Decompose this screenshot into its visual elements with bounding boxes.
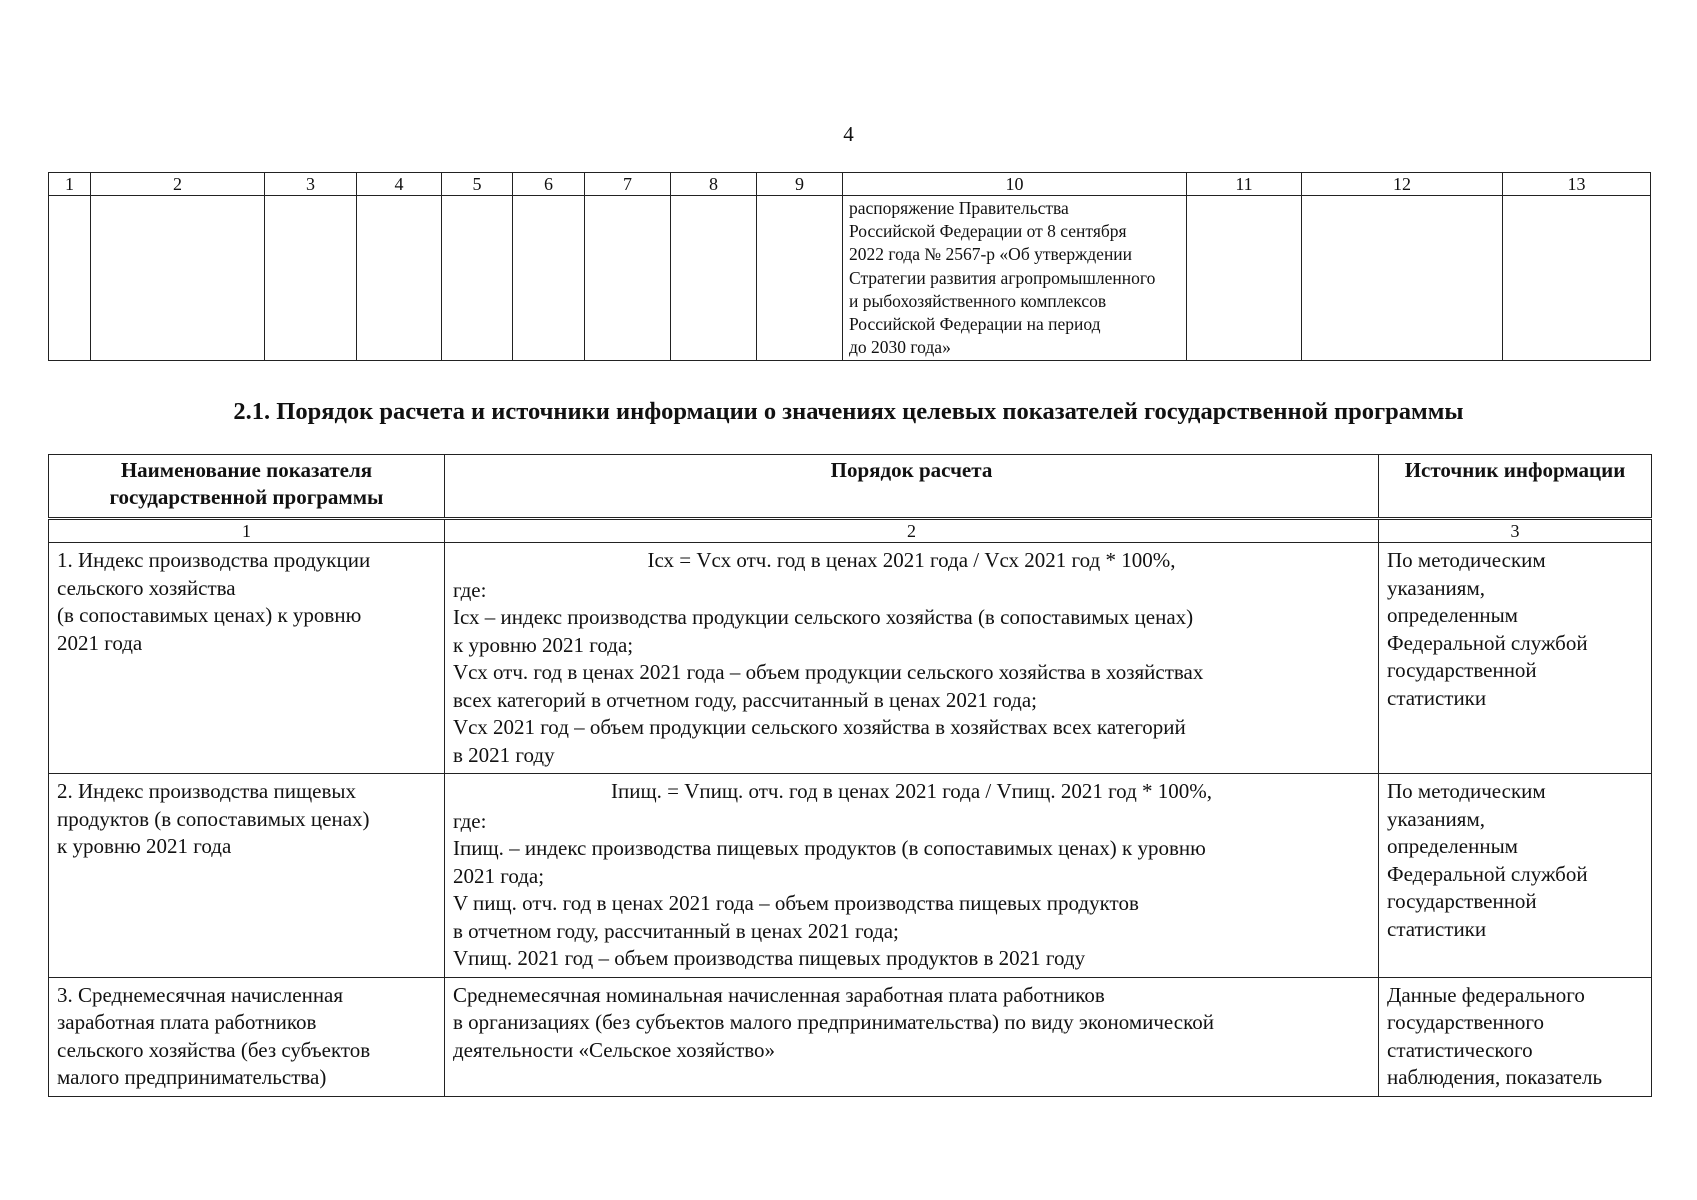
column-number: 6	[513, 173, 585, 196]
text-line: По методическим	[1387, 779, 1546, 803]
column-number: 10	[843, 173, 1187, 196]
text-line: сельского хозяйства	[57, 575, 236, 600]
column-number: 3	[265, 173, 357, 196]
cell-col-12	[1302, 196, 1503, 361]
text-line: Российской Федерации на период	[849, 314, 1101, 335]
text-line: государственной	[1387, 889, 1537, 913]
cell-col-11	[1187, 196, 1302, 361]
column-number: 2	[91, 173, 265, 196]
text-line: к уровню 2021 года	[57, 834, 232, 858]
table-row	[49, 543, 1652, 774]
text-line: 3. Среднемесячная начисленная	[57, 982, 344, 1007]
page-number: 4	[843, 122, 854, 146]
text-line: Федеральной службой	[1387, 861, 1588, 886]
column-number: 4	[357, 173, 442, 196]
text-line: Федеральной службой	[1387, 630, 1588, 655]
text-line: определенным	[1387, 834, 1518, 858]
column-number: 13	[1503, 173, 1651, 196]
header-row	[49, 455, 1652, 519]
column-number: 1	[49, 173, 91, 196]
text-line: (в сопоставимых ценах) к уровню	[57, 603, 362, 627]
text-line: всех категорий в отчетном году, рассчитанный в ценах 2021 года;	[453, 687, 1037, 712]
cell-col-8	[671, 196, 757, 361]
text-line: 2022 года № 2567-р «Об утверждении	[849, 244, 1133, 265]
cell-col-5	[442, 196, 513, 361]
header-name-line: государственной программы	[109, 485, 384, 509]
text-line: где:	[453, 808, 487, 833]
column-number: 2	[445, 519, 1379, 543]
text-line: продуктов (в сопоставимых ценах)	[57, 806, 370, 831]
calculation-cell	[445, 774, 1379, 978]
text-line: Vпищ. 2021 год – объем производства пищевых продуктов в 2021 году	[453, 946, 1086, 970]
source-cell	[1379, 977, 1652, 1096]
calculation-cell	[445, 977, 1379, 1096]
text-line: определенным	[1387, 603, 1518, 627]
column-number: 12	[1302, 173, 1503, 196]
cell-col-3	[265, 196, 357, 361]
text-line: 2. Индекс производства пищевых	[57, 779, 356, 803]
header-indicator-name	[49, 455, 445, 519]
text-line: деятельности «Сельское хозяйство»	[453, 1037, 776, 1062]
text-line: 2021 года;	[453, 863, 545, 888]
column-number: 3	[1379, 519, 1652, 543]
column-number: 8	[671, 173, 757, 196]
legal-basis-cell	[843, 196, 1187, 361]
text-line: государственной	[1387, 658, 1537, 682]
indicator-name-cell	[49, 977, 445, 1096]
text-line: в 2021 году	[453, 742, 555, 767]
header-name-line: Наименование показателя	[120, 458, 373, 482]
column-number: 7	[585, 173, 671, 196]
formula: Iсх = Vсх отч. год в ценах 2021 года / Vсх 2021 год * 100%,	[647, 548, 1176, 572]
text-line: Стратегии развития агропромышленного	[849, 267, 1156, 288]
table-row	[49, 774, 1652, 978]
column-number: 1	[49, 519, 445, 543]
text-line: Iпищ. – индекс производства пищевых продуктов (в сопоставимых ценах) к уровню	[453, 836, 1206, 860]
text-line: Iсх – индекс производства продукции сельского хозяйства (в сопоставимых ценах)	[453, 605, 1194, 629]
continuation-table	[48, 172, 1651, 361]
header-source: Источник информации	[1379, 455, 1652, 519]
calculation-cell	[445, 543, 1379, 774]
header-calculation: Порядок расчета	[445, 455, 1379, 519]
text-line: 1. Индекс производства продукции	[57, 548, 371, 572]
source-cell	[1379, 543, 1652, 774]
cell-col-7	[585, 196, 671, 361]
column-number: 5	[442, 173, 513, 196]
text-line: 2021 года	[57, 630, 143, 655]
text-line: в отчетном году, рассчитанный в ценах 2021 года;	[453, 918, 899, 943]
cell-col-1	[49, 196, 91, 361]
cell-col-2	[91, 196, 265, 361]
indicator-calculation-table	[48, 454, 1652, 1097]
column-number: 9	[757, 173, 843, 196]
text-line: Vсх отч. год в ценах 2021 года – объем продукции сельского хозяйства в хозяйствах	[453, 660, 1204, 684]
cell-col-6	[513, 196, 585, 361]
text-line: указаниям,	[1387, 806, 1485, 831]
table-row	[49, 196, 1651, 361]
table-row	[49, 977, 1652, 1096]
cell-col-9	[757, 196, 843, 361]
text-line: наблюдения, показатель	[1387, 1065, 1603, 1089]
text-line: указаниям,	[1387, 575, 1485, 600]
text-line: Российской Федерации от 8 сентября	[849, 221, 1127, 242]
column-number-row	[49, 173, 1651, 196]
cell-col-4	[357, 196, 442, 361]
text-line: Vсх 2021 год – объем продукции сельского хозяйства в хозяйствах всех категорий	[453, 715, 1186, 739]
column-number: 11	[1187, 173, 1302, 196]
text-line: V пищ. отч. год в ценах 2021 года – объем производства пищевых продуктов	[453, 891, 1139, 915]
cell-col-13	[1503, 196, 1651, 361]
text-line: государственного	[1387, 1010, 1545, 1034]
text-line: Среднемесячная номинальная начисленная заработная плата работников	[453, 982, 1105, 1007]
text-line: где:	[453, 577, 487, 602]
indicator-name-cell	[49, 543, 445, 774]
text-line: и рыбохозяйственного комплексов	[849, 290, 1107, 311]
text-line: малого предпринимательства)	[57, 1065, 327, 1089]
text-line: в организациях (без субъектов малого предпринимательства) по виду экономической	[453, 1010, 1214, 1034]
text-line: до 2030 года»	[849, 337, 951, 358]
text-line: сельского хозяйства (без субъектов	[57, 1037, 371, 1062]
text-line: заработная плата работников	[57, 1010, 317, 1034]
text-line: статистического	[1387, 1037, 1533, 1062]
text-line: к уровню 2021 года;	[453, 632, 634, 657]
indicator-name-cell	[49, 774, 445, 978]
section-heading: 2.1. Порядок расчета и источники информации о значениях целевых показателей государственной программы	[233, 398, 1464, 425]
source-cell	[1379, 774, 1652, 978]
formula: Iпищ. = Vпищ. отч. год в ценах 2021 года / Vпищ. 2021 год * 100%,	[610, 779, 1212, 803]
text-line: По методическим	[1387, 548, 1546, 572]
text-line: статистики	[1387, 685, 1487, 710]
text-line: распоряжение Правительства	[849, 198, 1069, 218]
column-number-row	[49, 519, 1652, 543]
text-line: статистики	[1387, 916, 1487, 941]
text-line: Данные федерального	[1387, 982, 1585, 1007]
